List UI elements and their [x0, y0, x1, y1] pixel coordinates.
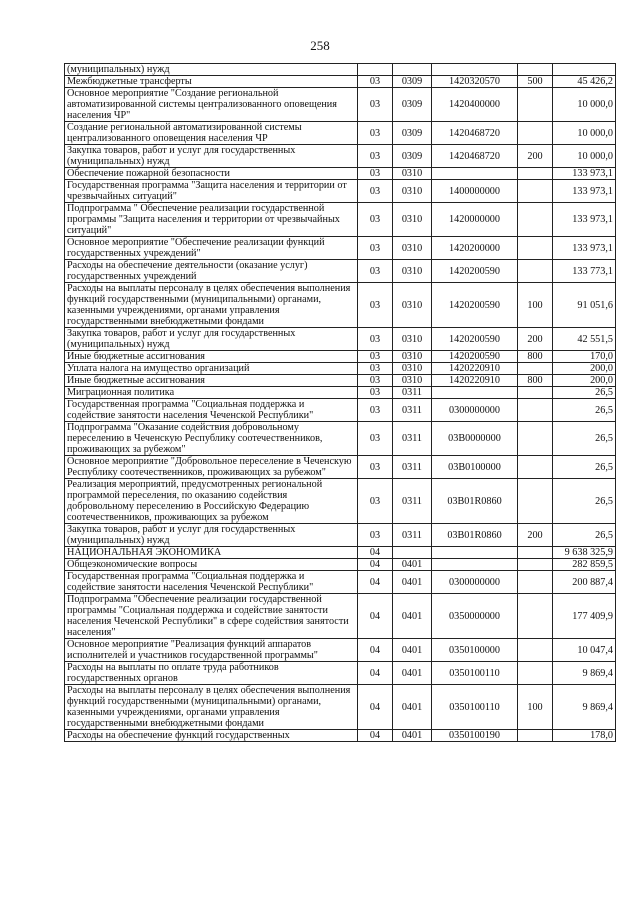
- table-row: [65, 145, 616, 168]
- subsection-code: 0310: [393, 237, 432, 260]
- table-row: [65, 662, 616, 685]
- target-article-code: 1420220910: [432, 375, 518, 387]
- subsection-code: 0310: [393, 260, 432, 283]
- expense-type-code: [518, 547, 553, 559]
- expense-type-code: [518, 730, 553, 742]
- amount: [553, 64, 616, 76]
- row-name: Закупка товаров, работ и услуг для государственных (муниципальных) нужд: [65, 328, 358, 351]
- table-row: [65, 64, 616, 76]
- row-name: Реализация мероприятий, предусмотренных региональной программой переселения, по оказанию содействия добровольному переселению в Российскую Федерацию соотечественников, проживающих за рубежом: [65, 479, 358, 524]
- target-article-code: 0300000000: [432, 399, 518, 422]
- row-name: Создание региональной автоматизированной системы централизованного оповещения населения ЧР: [65, 122, 358, 145]
- section-code: 03: [358, 363, 393, 375]
- section-code: 03: [358, 351, 393, 363]
- section-code: 03: [358, 203, 393, 237]
- amount: 200 887,4: [553, 571, 616, 594]
- target-article-code: 1420320570: [432, 76, 518, 88]
- table-row: [65, 639, 616, 662]
- row-name: Основное мероприятие "Реализация функций аппаратов исполнителей и участников государственной программы": [65, 639, 358, 662]
- amount: 200,0: [553, 375, 616, 387]
- row-name: Подпрограмма "Оказание содействия добровольному переселению в Чеченскую Республику соотечественников, проживающих за рубежом": [65, 422, 358, 456]
- amount: 133 973,1: [553, 168, 616, 180]
- row-name: Основное мероприятие "Обеспечение реализации функций государственных учреждений": [65, 237, 358, 260]
- section-code: 04: [358, 571, 393, 594]
- amount: 282 859,5: [553, 559, 616, 571]
- row-name: Расходы на выплаты персоналу в целях обеспечения выполнения функций государственными (муниципальными) органами, казенными учреждениями, органами управления государственными внебюджетными фондами: [65, 283, 358, 328]
- table-row: [65, 180, 616, 203]
- section-code: 04: [358, 559, 393, 571]
- table-row: [65, 387, 616, 399]
- target-article-code: 1420200590: [432, 283, 518, 328]
- table-row: [65, 283, 616, 328]
- target-article-code: [432, 168, 518, 180]
- target-article-code: 1400000000: [432, 180, 518, 203]
- expense-type-code: 800: [518, 375, 553, 387]
- section-code: 03: [358, 387, 393, 399]
- target-article-code: 0300000000: [432, 571, 518, 594]
- target-article-code: 03B0100000: [432, 456, 518, 479]
- subsection-code: 0310: [393, 283, 432, 328]
- target-article-code: 1420200000: [432, 237, 518, 260]
- expense-type-code: [518, 399, 553, 422]
- target-article-code: 1420200590: [432, 351, 518, 363]
- row-name: НАЦИОНАЛЬНАЯ ЭКОНОМИКА: [65, 547, 358, 559]
- amount: 26,5: [553, 524, 616, 547]
- table-row: [65, 375, 616, 387]
- amount: 10 047,4: [553, 639, 616, 662]
- target-article-code: 0350100190: [432, 730, 518, 742]
- budget-table: [64, 63, 616, 742]
- amount: 10 000,0: [553, 122, 616, 145]
- table-row: [65, 559, 616, 571]
- table-row: [65, 730, 616, 742]
- section-code: 03: [358, 180, 393, 203]
- subsection-code: 0310: [393, 351, 432, 363]
- row-name: Расходы на выплаты персоналу в целях обеспечения выполнения функций государственными (муниципальными) органами, казенными учреждениями, органами управления государственными внебюджетными фондами: [65, 685, 358, 730]
- subsection-code: 0401: [393, 571, 432, 594]
- table-row: [65, 547, 616, 559]
- expense-type-code: 100: [518, 685, 553, 730]
- expense-type-code: [518, 387, 553, 399]
- expense-type-code: [518, 422, 553, 456]
- expense-type-code: 200: [518, 524, 553, 547]
- amount: 133 973,1: [553, 180, 616, 203]
- target-article-code: 0350100110: [432, 662, 518, 685]
- expense-type-code: [518, 203, 553, 237]
- subsection-code: 0311: [393, 479, 432, 524]
- table-row: [65, 328, 616, 351]
- target-article-code: 1420468720: [432, 122, 518, 145]
- subsection-code: 0309: [393, 122, 432, 145]
- subsection-code: 0311: [393, 387, 432, 399]
- table-row: [65, 168, 616, 180]
- section-code: 03: [358, 122, 393, 145]
- table-row: [65, 524, 616, 547]
- subsection-code: 0401: [393, 730, 432, 742]
- table-row: [65, 571, 616, 594]
- expense-type-code: [518, 594, 553, 639]
- subsection-code: 0311: [393, 422, 432, 456]
- section-code: 03: [358, 168, 393, 180]
- table-row: [65, 88, 616, 122]
- subsection-code: 0309: [393, 88, 432, 122]
- amount: 9 638 325,9: [553, 547, 616, 559]
- target-article-code: 1420400000: [432, 88, 518, 122]
- expense-type-code: 200: [518, 145, 553, 168]
- amount: 10 000,0: [553, 145, 616, 168]
- target-article-code: 1420220910: [432, 363, 518, 375]
- expense-type-code: [518, 639, 553, 662]
- table-row: [65, 237, 616, 260]
- table-row: [65, 260, 616, 283]
- subsection-code: 0401: [393, 639, 432, 662]
- row-name: Уплата налога на имущество организаций: [65, 363, 358, 375]
- amount: 91 051,6: [553, 283, 616, 328]
- expense-type-code: [518, 260, 553, 283]
- budget-table-body: [65, 64, 616, 742]
- table-row: [65, 76, 616, 88]
- table-row: [65, 479, 616, 524]
- expense-type-code: [518, 168, 553, 180]
- row-name: Подпрограмма "Обеспечение реализации государственной программы "Социальная поддержка и содействие занятости населения Чеченской Республики" в сфере содействия занятости населения": [65, 594, 358, 639]
- row-name: Государственная программа "Социальная поддержка и содействие занятости населения Чеченской Республики": [65, 399, 358, 422]
- expense-type-code: [518, 363, 553, 375]
- row-name: Государственная программа "Социальная поддержка и содействие занятости населения Чеченской Республики": [65, 571, 358, 594]
- section-code: 03: [358, 524, 393, 547]
- subsection-code: 0310: [393, 328, 432, 351]
- target-article-code: 0350000000: [432, 594, 518, 639]
- target-article-code: 03B0000000: [432, 422, 518, 456]
- amount: 133 973,1: [553, 203, 616, 237]
- section-code: 04: [358, 547, 393, 559]
- table-row: [65, 363, 616, 375]
- expense-type-code: 500: [518, 76, 553, 88]
- target-article-code: 03B01R0860: [432, 479, 518, 524]
- row-name: (муниципальных) нужд: [65, 64, 358, 76]
- section-code: 03: [358, 88, 393, 122]
- row-name: Расходы на обеспечение деятельности (оказание услуг) государственных учреждений: [65, 260, 358, 283]
- table-row: [65, 422, 616, 456]
- subsection-code: 0311: [393, 399, 432, 422]
- target-article-code: [432, 559, 518, 571]
- target-article-code: [432, 547, 518, 559]
- subsection-code: 0401: [393, 685, 432, 730]
- subsection-code: 0310: [393, 375, 432, 387]
- amount: 177 409,9: [553, 594, 616, 639]
- row-name: Расходы на выплаты по оплате труда работников государственных органов: [65, 662, 358, 685]
- target-article-code: 1420468720: [432, 145, 518, 168]
- subsection-code: 0401: [393, 559, 432, 571]
- row-name: Иные бюджетные ассигнования: [65, 351, 358, 363]
- target-article-code: 1420200590: [432, 260, 518, 283]
- section-code: 03: [358, 237, 393, 260]
- section-code: 04: [358, 594, 393, 639]
- row-name: Основное мероприятие "Создание региональной автоматизированной системы централизованного оповещения населения ЧР": [65, 88, 358, 122]
- subsection-code: 0310: [393, 203, 432, 237]
- amount: 26,5: [553, 399, 616, 422]
- expense-type-code: [518, 64, 553, 76]
- amount: 178,0: [553, 730, 616, 742]
- amount: 200,0: [553, 363, 616, 375]
- subsection-code: 0309: [393, 76, 432, 88]
- section-code: 03: [358, 399, 393, 422]
- section-code: 03: [358, 260, 393, 283]
- section-code: 03: [358, 283, 393, 328]
- amount: 45 426,2: [553, 76, 616, 88]
- section-code: [358, 64, 393, 76]
- page-number: 258: [310, 38, 330, 53]
- amount: 170,0: [553, 351, 616, 363]
- target-article-code: 03B01R0860: [432, 524, 518, 547]
- expense-type-code: [518, 180, 553, 203]
- section-code: 03: [358, 422, 393, 456]
- amount: 133 773,1: [553, 260, 616, 283]
- expense-type-code: [518, 559, 553, 571]
- target-article-code: 0350100110: [432, 685, 518, 730]
- expense-type-code: [518, 122, 553, 145]
- section-code: 03: [358, 145, 393, 168]
- row-name: Общеэкономические вопросы: [65, 559, 358, 571]
- subsection-code: 0311: [393, 524, 432, 547]
- amount: 42 551,5: [553, 328, 616, 351]
- amount: 9 869,4: [553, 685, 616, 730]
- section-code: 04: [358, 662, 393, 685]
- row-name: Подпрограмма " Обеспечение реализации государственной программы "Защита населения и территории от чрезвычайных ситуаций": [65, 203, 358, 237]
- table-row: [65, 203, 616, 237]
- row-name: Расходы на обеспечение функций государственных: [65, 730, 358, 742]
- subsection-code: [393, 64, 432, 76]
- expense-type-code: [518, 479, 553, 524]
- amount: 26,5: [553, 456, 616, 479]
- table-row: [65, 594, 616, 639]
- table-row: [65, 685, 616, 730]
- row-name: Закупка товаров, работ и услуг для государственных (муниципальных) нужд: [65, 145, 358, 168]
- section-code: 04: [358, 685, 393, 730]
- amount: 9 869,4: [553, 662, 616, 685]
- subsection-code: 0401: [393, 662, 432, 685]
- section-code: 04: [358, 639, 393, 662]
- expense-type-code: [518, 456, 553, 479]
- amount: 26,5: [553, 422, 616, 456]
- target-article-code: [432, 64, 518, 76]
- table-row: [65, 351, 616, 363]
- table-row: [65, 399, 616, 422]
- subsection-code: [393, 547, 432, 559]
- expense-type-code: [518, 662, 553, 685]
- row-name: Межбюджетные трансферты: [65, 76, 358, 88]
- row-name: Закупка товаров, работ и услуг для государственных (муниципальных) нужд: [65, 524, 358, 547]
- target-article-code: 1420000000: [432, 203, 518, 237]
- subsection-code: 0311: [393, 456, 432, 479]
- section-code: 04: [358, 730, 393, 742]
- subsection-code: 0310: [393, 363, 432, 375]
- section-code: 03: [358, 328, 393, 351]
- table-row: [65, 122, 616, 145]
- row-name: Иные бюджетные ассигнования: [65, 375, 358, 387]
- expense-type-code: 800: [518, 351, 553, 363]
- target-article-code: 0350100000: [432, 639, 518, 662]
- section-code: 03: [358, 456, 393, 479]
- subsection-code: 0310: [393, 168, 432, 180]
- amount: 26,5: [553, 387, 616, 399]
- expense-type-code: 200: [518, 328, 553, 351]
- expense-type-code: [518, 88, 553, 122]
- row-name: Миграционная политика: [65, 387, 358, 399]
- row-name: Государственная программа "Защита населения и территории от чрезвычайных ситуаций": [65, 180, 358, 203]
- amount: 133 973,1: [553, 237, 616, 260]
- expense-type-code: [518, 237, 553, 260]
- amount: 10 000,0: [553, 88, 616, 122]
- subsection-code: 0310: [393, 180, 432, 203]
- amount: 26,5: [553, 479, 616, 524]
- row-name: Основное мероприятие "Добровольное переселение в Чеченскую Республику соотечественников, проживающих за рубежом": [65, 456, 358, 479]
- section-code: 03: [358, 76, 393, 88]
- row-name: Обеспечение пожарной безопасности: [65, 168, 358, 180]
- table-row: [65, 456, 616, 479]
- section-code: 03: [358, 375, 393, 387]
- expense-type-code: [518, 571, 553, 594]
- subsection-code: 0401: [393, 594, 432, 639]
- section-code: 03: [358, 479, 393, 524]
- target-article-code: [432, 387, 518, 399]
- expense-type-code: 100: [518, 283, 553, 328]
- target-article-code: 1420200590: [432, 328, 518, 351]
- subsection-code: 0309: [393, 145, 432, 168]
